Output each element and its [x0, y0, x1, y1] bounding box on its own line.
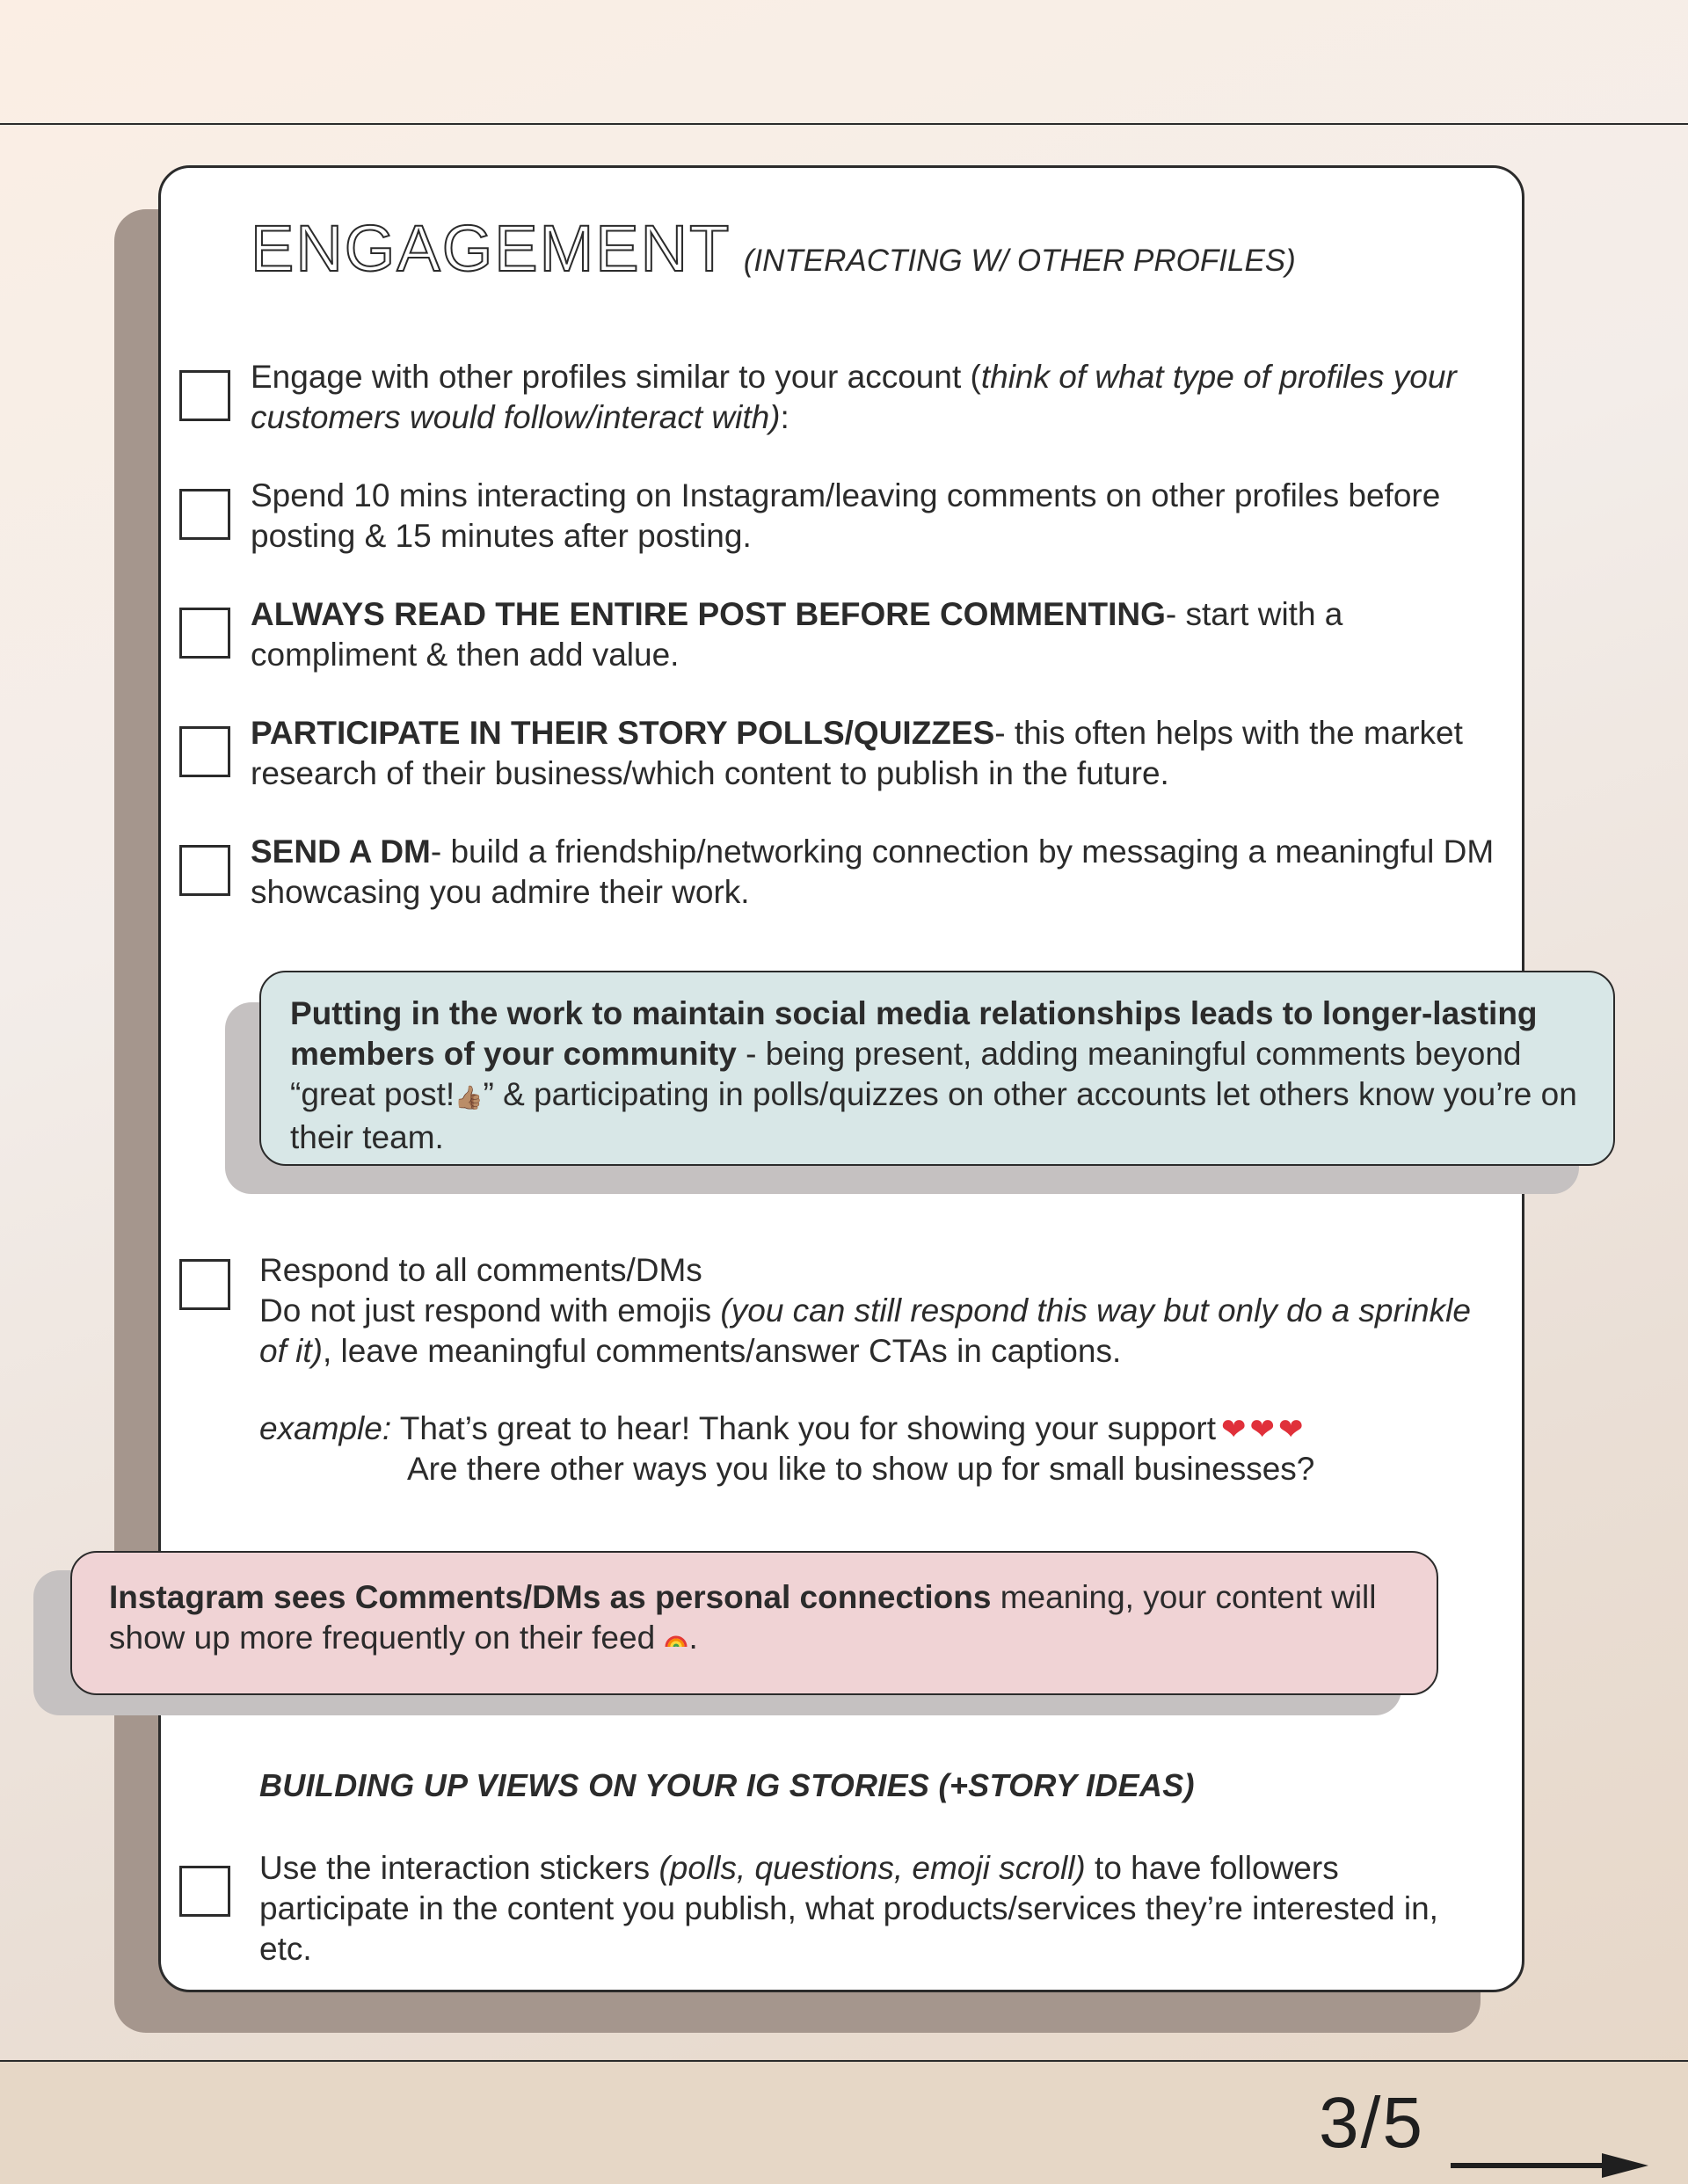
checkbox-engage[interactable]: [179, 370, 230, 421]
example-line-2: Are there other ways you like to show up for small businesses?: [407, 1451, 1315, 1487]
item-text: ALWAYS READ THE ENTIRE POST BEFORE COMMENTING- start with a compliment & then add value.: [251, 596, 1343, 673]
checkbox-read-post[interactable]: [179, 608, 230, 659]
example-line-1: example: That’s great to hear! Thank you for showing your support ❤❤❤: [259, 1410, 1307, 1446]
page-number: 3/5: [1319, 2083, 1424, 2163]
checkbox-spend-time[interactable]: [179, 489, 230, 540]
arrow-right-icon[interactable]: [1451, 2148, 1648, 2183]
connections-callout: Instagram sees Comments/DMs as personal connections meaning, your content will show up more frequently on their feed .: [70, 1551, 1438, 1695]
item-text: Spend 10 mins interacting on Instagram/leaving comments on other profiles before posting & 15 minutes after posting.: [251, 477, 1441, 554]
checkbox-respond[interactable]: [179, 1259, 230, 1310]
item-text: SEND A DM- build a friendship/networking connection by messaging a meaningful DM showcasing you admire their work.: [251, 834, 1495, 910]
footer-band: [0, 2060, 1688, 2184]
item-text: Engage with other profiles similar to your account (think of what type of profiles your customers would follow/interact with):: [251, 359, 1457, 435]
item-text: Use the interaction stickers (polls, questions, emoji scroll) to have followers participate in the content you publish, what products/services they’re interested in, etc.: [259, 1850, 1438, 1967]
top-divider: [0, 123, 1688, 125]
item-text: Respond to all comments/DMs Do not just respond with emojis (you can still respond this way but only do a sprinkle of it), leave meaningful comments/answer CTAs in captions.: [259, 1252, 1471, 1369]
hearts-icon: ❤❤❤: [1221, 1413, 1307, 1446]
thumbs-up-icon: 👍🏽: [455, 1084, 484, 1110]
item-text: PARTICIPATE IN THEIR STORY POLLS/QUIZZES- this often helps with the market research of their business/which content to publish in the future.: [251, 715, 1463, 791]
heading-subtitle: (INTERACTING W/ OTHER PROFILES): [743, 244, 1296, 278]
section-heading: [251, 211, 1296, 286]
rainbow-icon: [664, 1627, 688, 1652]
stories-subheading: BUILDING UP VIEWS ON YOUR IG STORIES (+STORY IDEAS): [259, 1767, 1195, 1803]
checkbox-stickers[interactable]: [179, 1866, 230, 1917]
relationships-callout: Putting in the work to maintain social media relationships leads to longer-lasting members of your community - being present, adding meaningful comments beyond “great post!👍🏽” & participating in polls/quizzes on other accounts let others know you’re on their team.: [259, 971, 1615, 1166]
checkbox-send-dm[interactable]: [179, 845, 230, 896]
heading-title: ENGAGEMENT: [251, 212, 731, 285]
checkbox-polls[interactable]: [179, 726, 230, 777]
